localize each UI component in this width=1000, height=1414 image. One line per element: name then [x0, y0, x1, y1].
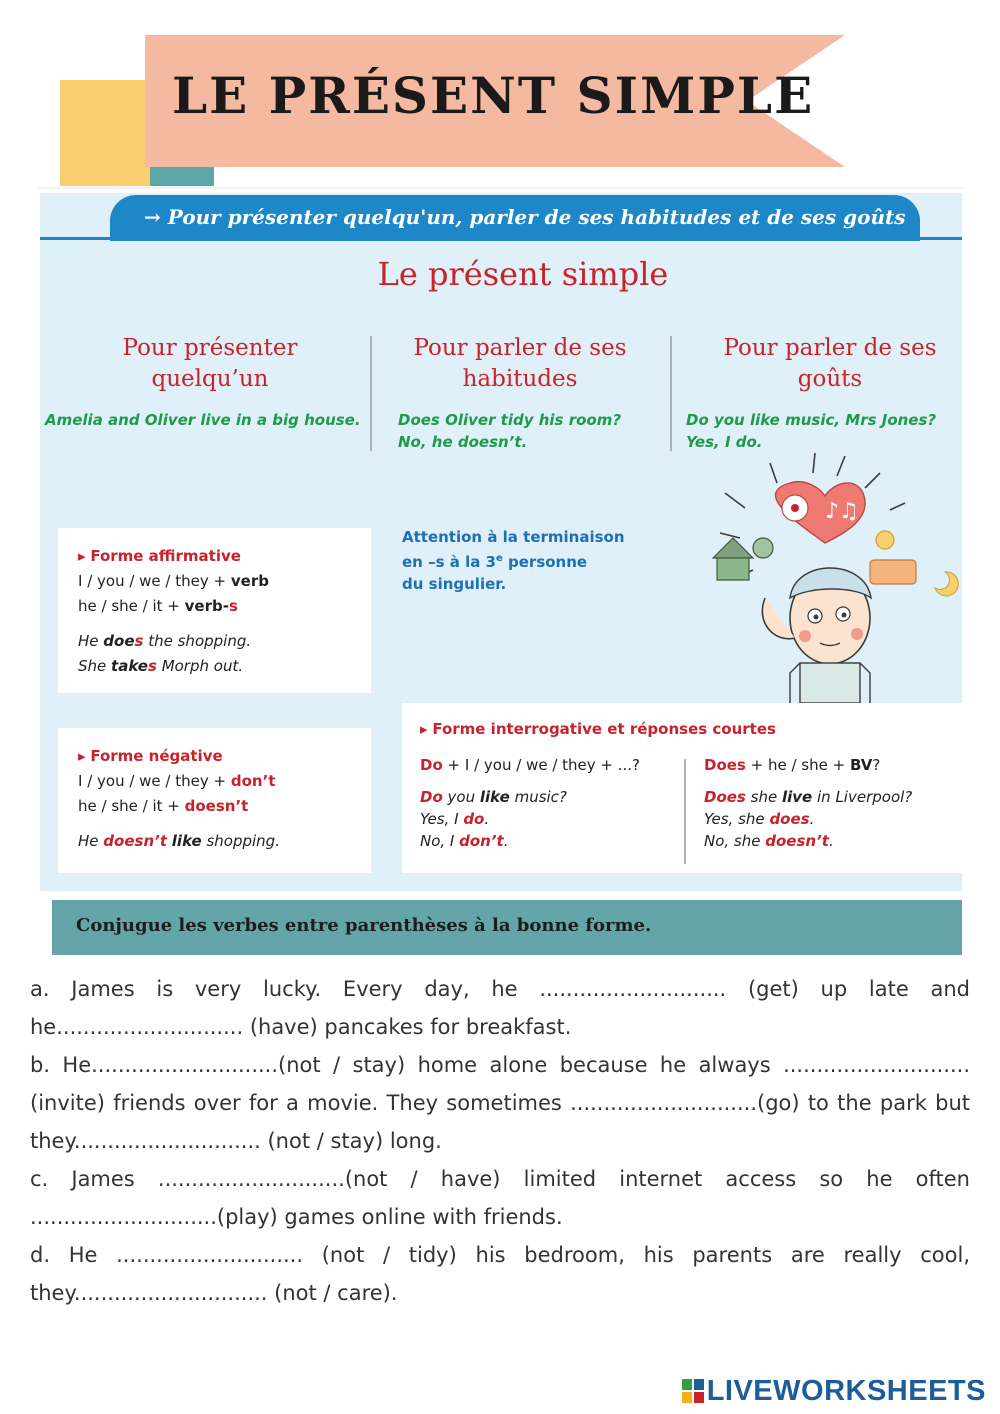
tab-underline	[40, 237, 962, 240]
column-example-tastes: Do you like music, Mrs Jones? Yes, I do.	[686, 411, 937, 451]
liveworksheets-logo: LIVEWORKSHEETS	[682, 1375, 986, 1408]
affirmative-rule-singular: he / she / it + verb-s	[78, 597, 238, 615]
lesson-tab-text: → Pour présenter quelqu'un, parler de ses habitudes et de ses goûts	[144, 205, 906, 229]
column-heading-present: Pour présenter quelqu’un	[122, 335, 298, 392]
affirmative-example-1: He does the shopping.	[78, 632, 252, 650]
interrogative-does-column: Does + he / she + BV? Does she live in Liverpool? Yes, she does. No, she doesn’t.	[704, 756, 913, 850]
exercise-item-a: a. James is very lucky. Every day, he ............................ (get) up late and he............................ (have) pancakes for breakfast.	[30, 977, 970, 1039]
grammar-lesson-panel	[40, 193, 962, 891]
exercise-item-c: c. James ............................(not / have) limited internet access so he often ............................(play) games online with friends.	[30, 1167, 970, 1229]
exercise-instruction-bar	[52, 900, 962, 955]
lesson-title: Le présent simple	[377, 255, 669, 293]
negative-label: ▸ Forme négative	[78, 747, 223, 765]
exercise-instruction: Conjugue les verbes entre parenthèses à la bonne forme.	[76, 915, 652, 936]
negative-rule-plural: I / you / we / they + don’t	[78, 772, 276, 790]
marker-icon: ▸	[78, 747, 86, 765]
marker-icon: ▸	[420, 720, 428, 738]
divider	[38, 187, 963, 189]
column-heading-habits: Pour parler de ses habitudes	[413, 335, 627, 392]
column-heading-tastes: Pour parler de ses goûts	[723, 335, 937, 392]
affirmative-form-box	[58, 528, 371, 693]
page-title: LE PRÉSENT SIMPLE	[172, 66, 815, 125]
negative-form-box	[58, 728, 371, 873]
affirmative-rule-plural: I / you / we / they + verb	[78, 572, 269, 590]
column-divider	[684, 759, 686, 864]
svg-text:♪♫: ♪♫	[825, 499, 859, 524]
negative-rule-singular: he / she / it + doesn’t	[78, 797, 249, 815]
column-example-present: Amelia and Oliver live in a big house.	[45, 411, 361, 429]
column-example-habits: Does Oliver tidy his room? No, he doesn’t.	[398, 411, 622, 451]
column-divider	[670, 336, 672, 451]
interrogative-form-box	[402, 703, 979, 873]
interrogative-label: ▸ Forme interrogative et réponses courtes	[420, 720, 776, 738]
boy-thinking-illustration	[695, 448, 962, 703]
liveworksheets-logo-icon	[682, 1379, 704, 1403]
attention-note: Attention à la terminaison en –s à la 3e personne du singulier.	[402, 528, 625, 593]
exercise-item-b: b. He............................(not / stay) home alone because he always ............................ (invite) friends over for a movie. They sometimes ............................(go) to the park but they............................ (not / stay) long.	[30, 1053, 970, 1153]
negative-example: He doesn’t like shopping.	[78, 832, 280, 850]
exercise-list	[30, 970, 970, 1312]
affirmative-label: ▸ Forme affirmative	[78, 547, 241, 565]
exercise-item-d: d. He ............................ (not / tidy) his bedroom, his parents are really cool, they............................. (not / care).	[30, 1243, 970, 1305]
column-divider	[370, 336, 372, 451]
affirmative-example-2: She takes Morph out.	[78, 657, 244, 675]
interrogative-do-column: Do + I / you / we / they + ...? Do you like music? Yes, I do. No, I don’t.	[420, 756, 640, 850]
marker-icon: ▸	[78, 547, 86, 565]
